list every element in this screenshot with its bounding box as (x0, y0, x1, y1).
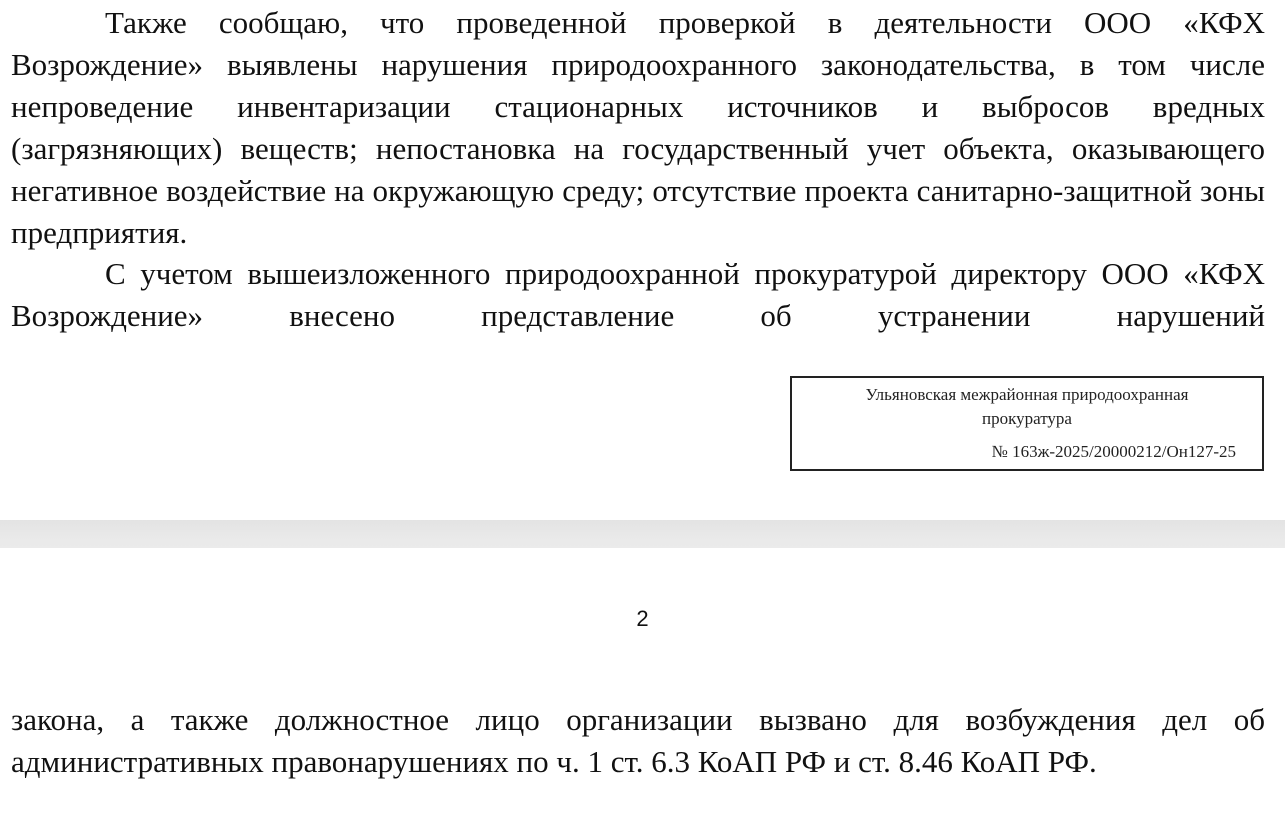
body-paragraph-findings: Также сообщаю, что проведенной проверкой в деятельности ООО «КФХ Возрождение» выявлены нарушения природоохранного законодательства, в том числе непроведение инвентаризации стационарных источников и выбросов вредных (загрязняющих) веществ; непостановка на государственный учет объекта, оказывающего негативное воздействие на окружающую среду; отсутствие проекта санитарно-защитной зоны предприятия. (11, 5, 1265, 250)
stamp-organization-line-2: прокуратура (982, 409, 1072, 428)
body-paragraph-continuation: закона, а также должностное лицо организации вызвано для возбуждения дел об административных правонарушениях по ч. 1 ст. 6.3 КоАП РФ и ст. 8.46 КоАП РФ. (11, 702, 1265, 779)
stamp-organization-line: Ульяновская межрайонная природоохранная (865, 385, 1189, 404)
registration-stamp (790, 376, 1264, 471)
body-paragraph-representation: С учетом вышеизложенного природоохранной прокуратурой директору ООО «КФХ Возрождение» внесено представление об устранении нарушений (11, 256, 1265, 333)
page-separator (0, 520, 1285, 548)
page-number: 2 (636, 606, 649, 631)
stamp-registration-number: № 163ж-2025/20000212/Он127-25 (991, 442, 1236, 461)
document-page-2 (0, 548, 1285, 825)
